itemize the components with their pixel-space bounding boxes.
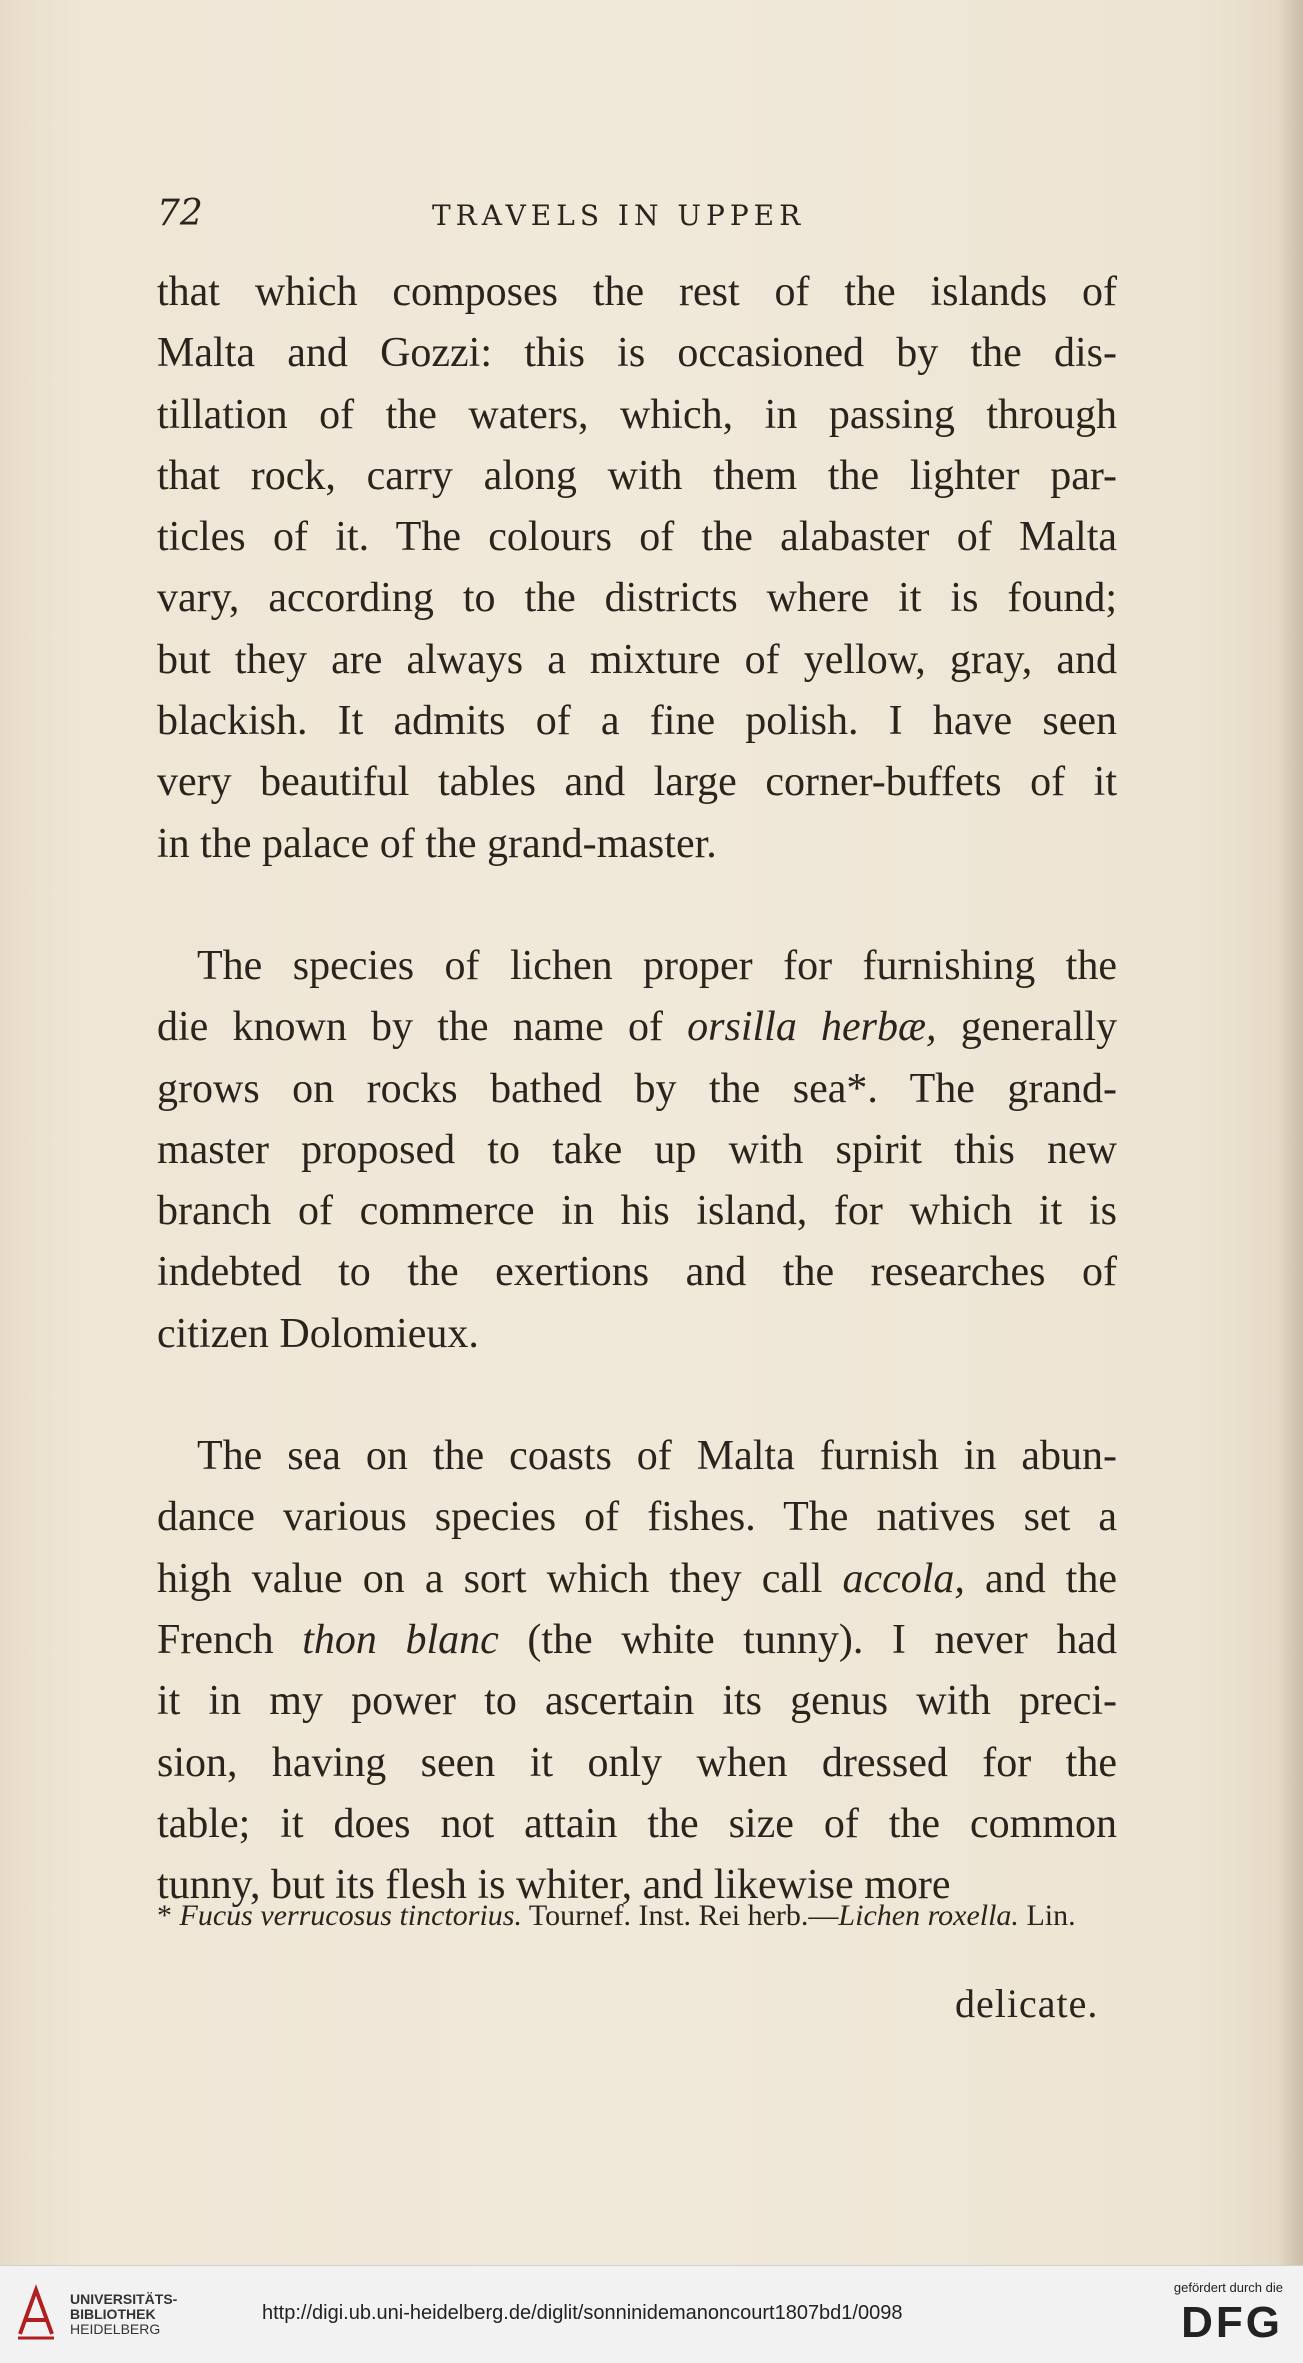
text-line: grows on rocks bathed by the sea*. The grand- xyxy=(157,1065,1117,1112)
text-line: tillation of the waters, which, in passing through xyxy=(157,391,1117,438)
text-line: citizen Dolomieux. xyxy=(157,1310,479,1357)
text-line: high value on a sort which they call accola, and the xyxy=(157,1555,1117,1602)
text-line: tunny, but its flesh is whiter, and likewise more xyxy=(157,1862,951,1909)
digitization-footer xyxy=(0,2265,1303,2363)
funding-notice xyxy=(1153,2280,1283,2345)
text-line: that rock, carry along with them the lighter par- xyxy=(157,452,1117,499)
text-line: very beautiful tables and large corner-buffets of it xyxy=(157,759,1117,806)
text-line: table; it does not attain the size of the common xyxy=(157,1800,1117,1847)
text-line: indebted to the exertions and the researches of xyxy=(157,1249,1117,1296)
paragraph-2 xyxy=(157,936,1117,1365)
text-line: ticles of it. The colours of the alabaster of Malta xyxy=(157,514,1117,561)
footnote-italic-a: Fucus verrucosus tinctorius. xyxy=(179,1899,522,1932)
running-head xyxy=(157,193,1117,241)
footnote xyxy=(157,1896,1117,1936)
text-line: Malta and Gozzi: this is occasioned by the dis- xyxy=(157,330,1117,377)
footnote-end: Lin. xyxy=(1018,1899,1076,1932)
paragraph-1 xyxy=(157,262,1117,875)
page-number: 72 xyxy=(157,193,203,234)
text-line: vary, according to the districts where it is found; xyxy=(157,575,1117,622)
text-line: blackish. It admits of a fine polish. I have seen xyxy=(157,698,1117,745)
text-line: it in my power to ascertain its genus with preci- xyxy=(157,1678,1117,1725)
italic-term: orsilla herbæ, xyxy=(687,1004,937,1051)
italic-term: accola, xyxy=(842,1555,965,1602)
text-line: in the palace of the grand-master. xyxy=(157,820,717,867)
spine-shadow xyxy=(1277,0,1303,2265)
funding-text: gefördert durch die xyxy=(1173,2280,1283,2295)
running-title: TRAVELS IN UPPER xyxy=(432,199,806,232)
library-name xyxy=(70,2292,177,2337)
dfg-logo: DFG xyxy=(1181,2298,1283,2347)
library-line-2: BIBLIOTHEK xyxy=(70,2306,156,2322)
italic-term: thon blanc xyxy=(302,1616,499,1663)
library-logo-icon xyxy=(14,2284,58,2342)
text-line: branch of commerce in his island, for which it is xyxy=(157,1188,1117,1235)
text-line: master proposed to take up with spirit this new xyxy=(157,1126,1117,1173)
library-line-3: HEIDELBERG xyxy=(70,2321,161,2337)
footnote-marker: * xyxy=(157,1899,180,1932)
text-line: French thon blanc (the white tunny). I never had xyxy=(157,1616,1117,1663)
text-line: that which composes the rest of the islands of xyxy=(157,269,1117,315)
footnote-italic-b: Lichen roxella. xyxy=(838,1899,1019,1932)
permalink-url[interactable]: http://digi.ub.uni-heidelberg.de/diglit/sonninidemanoncourt1807bd1/0098 xyxy=(262,2302,903,2324)
library-line-1: UNIVERSITÄTS- xyxy=(70,2291,178,2307)
text-line: The sea on the coasts of Malta furnish in abun- xyxy=(197,1433,1117,1480)
footnote-text: Tournef. Inst. Rei herb.— xyxy=(521,1899,839,1932)
text-line: but they are always a mixture of yellow, gray, and xyxy=(157,636,1117,683)
text-line: die known by the name of orsilla herbæ, generally xyxy=(157,1004,1118,1051)
text-line: The species of lichen proper for furnishing the xyxy=(197,942,1117,989)
text-line: dance various species of fishes. The natives set a xyxy=(157,1494,1117,1541)
paragraph-3 xyxy=(157,1426,1117,1916)
body-text xyxy=(157,262,1117,1916)
catchword: delicate. xyxy=(955,1981,1099,2026)
text-line: sion, having seen it only when dressed for the xyxy=(157,1739,1117,1786)
